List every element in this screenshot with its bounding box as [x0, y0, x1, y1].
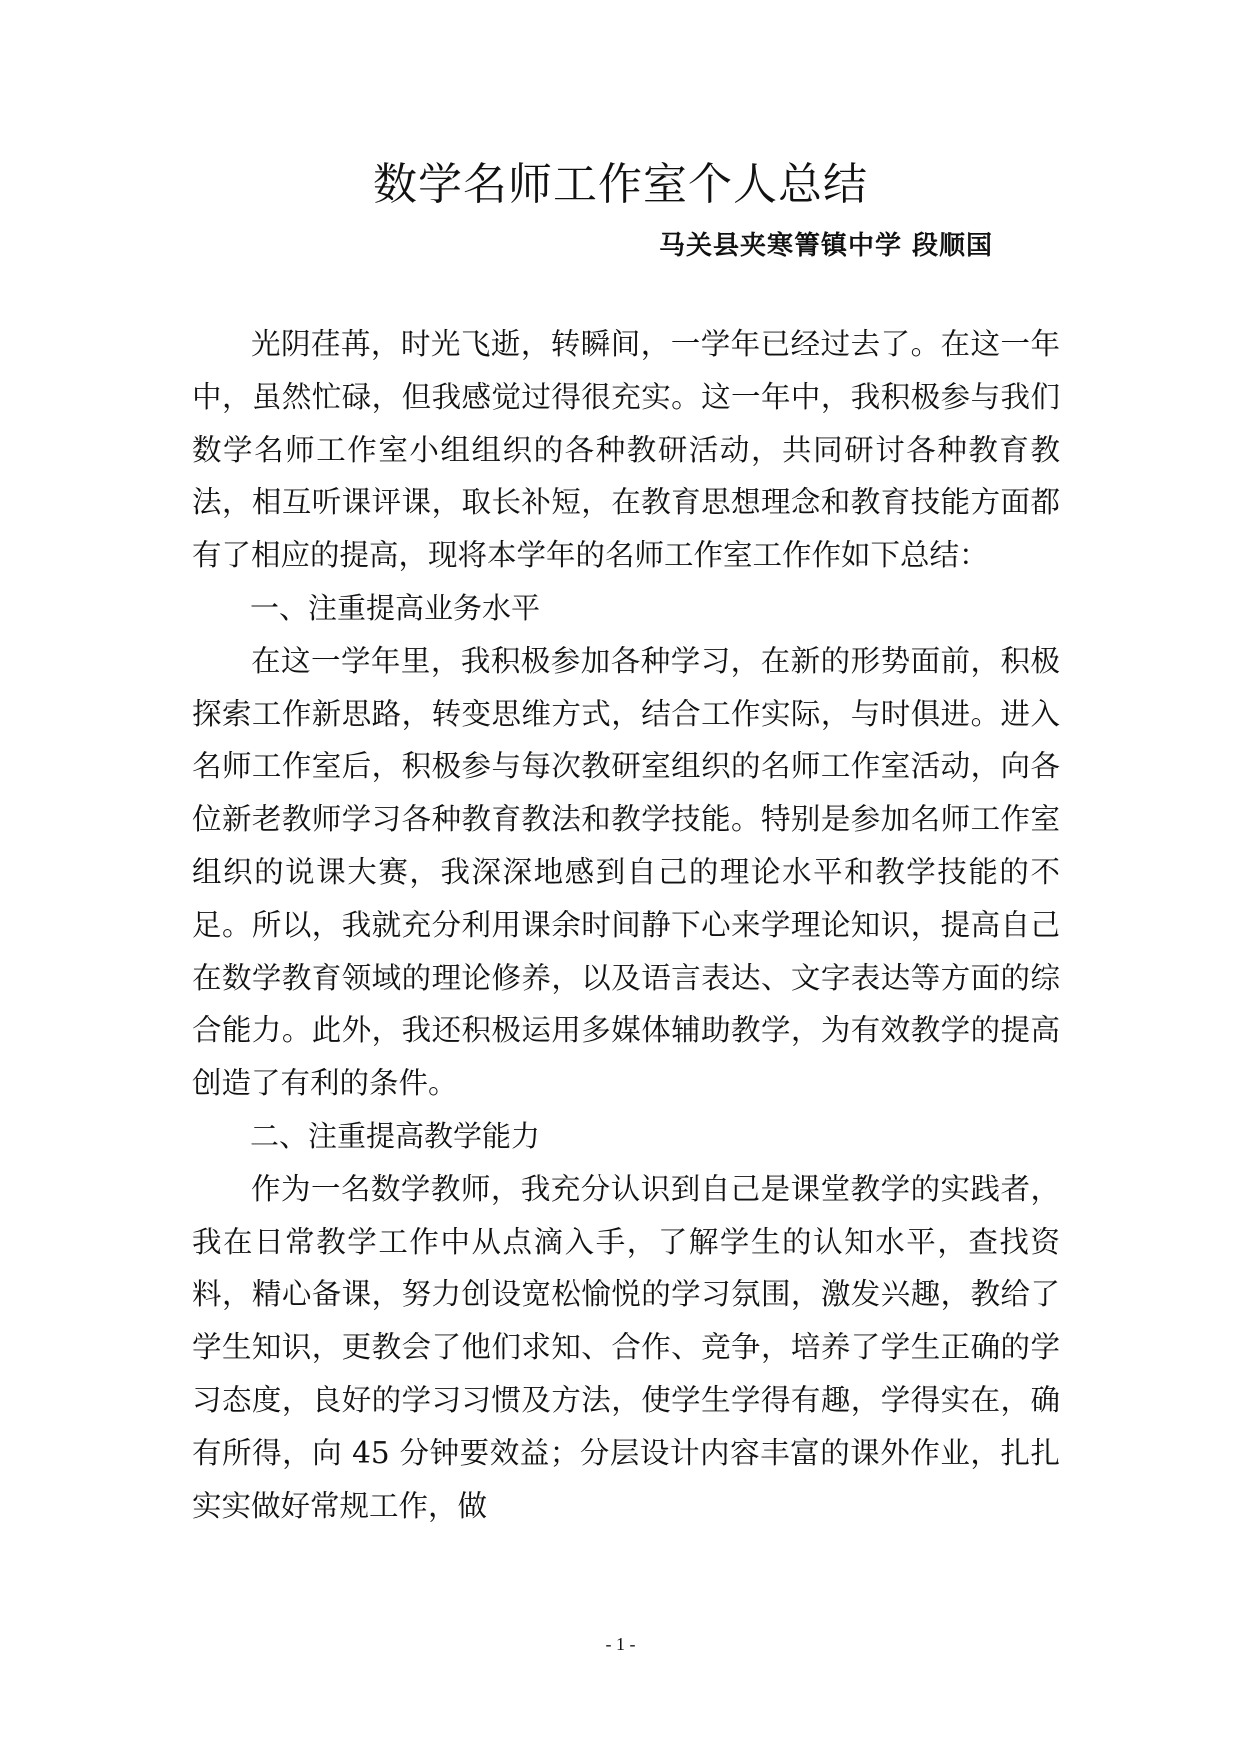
intro-paragraph: 光阴荏苒，时光飞逝，转瞬间，一学年已经过去了。在这一年中，虽然忙碌，但我感觉过得很充实。这一年中，我积极参与我们数学名师工作室小组组织的各种教研活动，共同研讨各种教育教法，相互听课评课，取长补短，在教育思想理念和教育技能方面都有了相应的提高，现将本学年的名师工作室工作作如下总结：: [192, 327, 1060, 573]
section-heading-2: 二、注重提高教学能力: [250, 1118, 541, 1153]
document-title: 数学名师工作室个人总结: [373, 159, 868, 210]
section-paragraph-2: 作为一名数学教师，我充分认识到自己是课堂教学的实践者，我在日常教学工作中从点滴入手，了解学生的认知水平，查找资料，精心备课，努力创设宽松愉悦的学习氛围，激发兴趣，教给了学生知识，更教会了他们求知、合作、竞争，培养了学生正确的学习态度，良好的学习习惯及方法，使学生学得有趣，学得实在，确有所得，向 45 分钟要效益；分层设计内容丰富的课外作业，扎扎实实做好常规工作，做: [192, 1171, 1060, 1523]
document-body: [192, 318, 1060, 1532]
page-number: - 1 -: [605, 1634, 636, 1654]
section-heading-1: 一、注重提高业务水平: [250, 590, 541, 625]
author-line: 马关县夹寒箐镇中学 段顺国: [658, 231, 993, 261]
section-paragraph-1: 在这一学年里，我积极参加各种学习，在新的形势面前，积极探索工作新思路，转变思维方式，结合工作实际，与时俱进。进入名师工作室后，积极参与每次教研室组织的名师工作室活动，向各位新老教师学习各种教育教法和教学技能。特别是参加名师工作室组织的说课大赛，我深深地感到自己的理论水平和教学技能的不足。所以，我就充分利用课余时间静下心来学理论知识，提高自己在数学教育领域的理论修养，以及语言表达、文字表达等方面的综合能力。此外，我还积极运用多媒体辅助教学，为有效教学的提高创造了有利的条件。: [192, 643, 1060, 1101]
